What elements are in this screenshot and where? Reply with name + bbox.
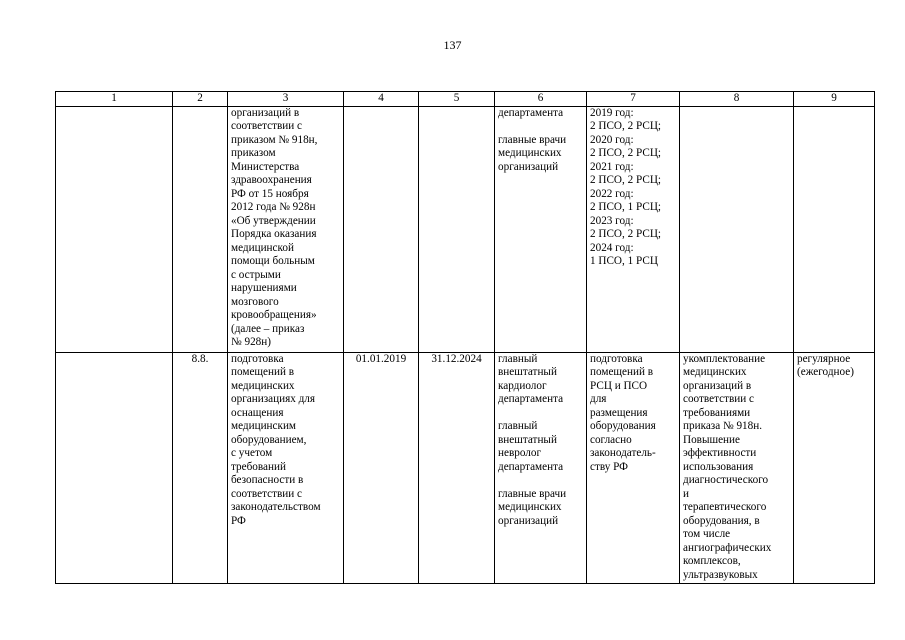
row1-col4: [344, 106, 419, 352]
page-number: 137: [443, 38, 462, 52]
row1-col5: [419, 106, 495, 352]
row1-col7: 2019 год: 2 ПСО, 2 РСЦ; 2020 год: 2 ПСО, 2 РСЦ; 2021 год: 2 ПСО, 2 РСЦ; 2022 год: 2 ПСО, 1 РСЦ; 2023 год: 2 ПСО, 2 РСЦ; 2024 год: 1 ПСО, 1 РСЦ: [587, 106, 680, 352]
row2-col8: укомплектование медицинских организаций в соответствии с требованиями приказа № 918н. Повышение эффективности использования диагностического и терапевтического оборудования, в том числе ангиографических комплексов, ультразвуковых: [680, 352, 794, 583]
header-cell-5: 5: [419, 92, 495, 107]
header-cell-9: 9: [794, 92, 875, 107]
header-row: [56, 92, 875, 107]
row2-col9: регулярное (ежегодное): [794, 352, 875, 583]
row1-col9: [794, 106, 875, 352]
row1-col1: [56, 106, 173, 352]
header-cell-2: 2: [173, 92, 228, 107]
header-cell-4: 4: [344, 92, 419, 107]
header-cell-6: 6: [495, 92, 587, 107]
row1-col8: [680, 106, 794, 352]
row2-col2: 8.8.: [173, 352, 228, 583]
header-cell-7: 7: [587, 92, 680, 107]
row1-col3: организаций в соответствии с приказом № 918н, приказом Министерства здравоохранения РФ от 15 ноября 2012 года № 928н «Об утверждении Порядка оказания медицинской помощи больным с острыми нарушениями мозгового кровообращения» (далее – приказ № 928н): [228, 106, 344, 352]
row2-col3: подготовка помещений в медицинских организациях для оснащения медицинским оборудованием, с учетом требований безопасности в соответствии с законодательством РФ: [228, 352, 344, 583]
header-cell-1: 1: [56, 92, 173, 107]
header-cell-8: 8: [680, 92, 794, 107]
row2-col5: 31.12.2024: [419, 352, 495, 583]
row1-col6: департамента главные врачи медицинских организаций: [495, 106, 587, 352]
row2-col1: [56, 352, 173, 583]
plan-table: [55, 91, 875, 584]
table-row: [56, 106, 875, 352]
table-row: [56, 352, 875, 583]
row2-col7: подготовка помещений в РСЦ и ПСО для размещения оборудования согласно законодатель- ству РФ: [587, 352, 680, 583]
row2-col4: 01.01.2019: [344, 352, 419, 583]
row1-col2: [173, 106, 228, 352]
row2-col6: главный внештатный кардиолог департамента главный внештатный невролог департамента главные врачи медицинских организаций: [495, 352, 587, 583]
header-cell-3: 3: [228, 92, 344, 107]
